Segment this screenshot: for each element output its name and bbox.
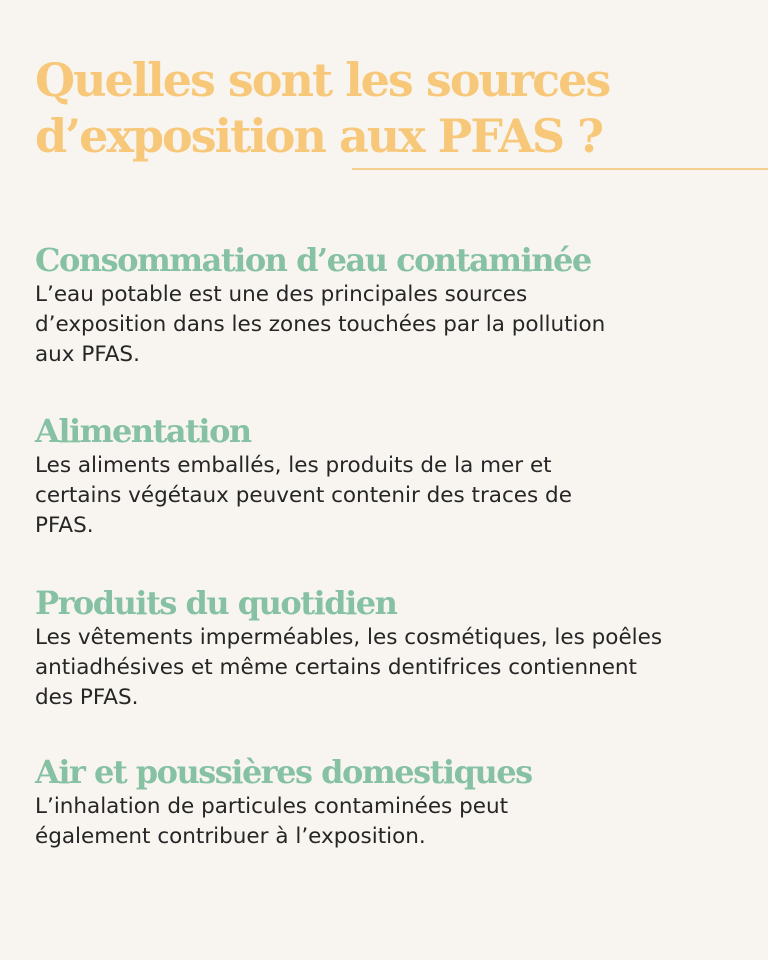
section-heading-food: Alimentation (35, 412, 251, 450)
body-line: d’exposition dans les zones touchées par la pollution (35, 312, 606, 337)
body-line: L’eau potable est une des principales sources (35, 282, 528, 307)
body-line: Les aliments emballés, les produits de la mer et (35, 453, 552, 478)
section-body-air (35, 792, 755, 852)
body-line: L’inhalation de particules contaminées peut (35, 794, 509, 819)
body-line: Les vêtements imperméables, les cosmétiques, les poêles (35, 625, 663, 650)
section-heading-products: Produits du quotidien (35, 584, 397, 622)
section-body-products (35, 623, 755, 713)
body-line: des PFAS. (35, 685, 139, 710)
section-heading-air: Air et poussières domestiques (35, 753, 532, 791)
body-line: certains végétaux peuvent contenir des traces de (35, 483, 572, 508)
page-title (35, 52, 735, 164)
body-line: aux PFAS. (35, 342, 140, 367)
body-line: PFAS. (35, 513, 94, 538)
body-line: également contribuer à l’exposition. (35, 824, 426, 849)
body-line: antiadhésives et même certains dentifrices contiennent (35, 655, 637, 680)
section-products (35, 583, 755, 713)
page-title-line-2: d’exposition aux PFAS ? (35, 109, 603, 163)
section-air (35, 752, 755, 852)
section-body-water (35, 280, 755, 370)
section-heading-water: Consommation d’eau contaminée (35, 241, 591, 279)
section-body-food (35, 451, 755, 541)
title-divider (352, 168, 768, 170)
section-water (35, 240, 755, 370)
page-title-line-1: Quelles sont les sources (35, 53, 610, 107)
section-food (35, 411, 755, 541)
